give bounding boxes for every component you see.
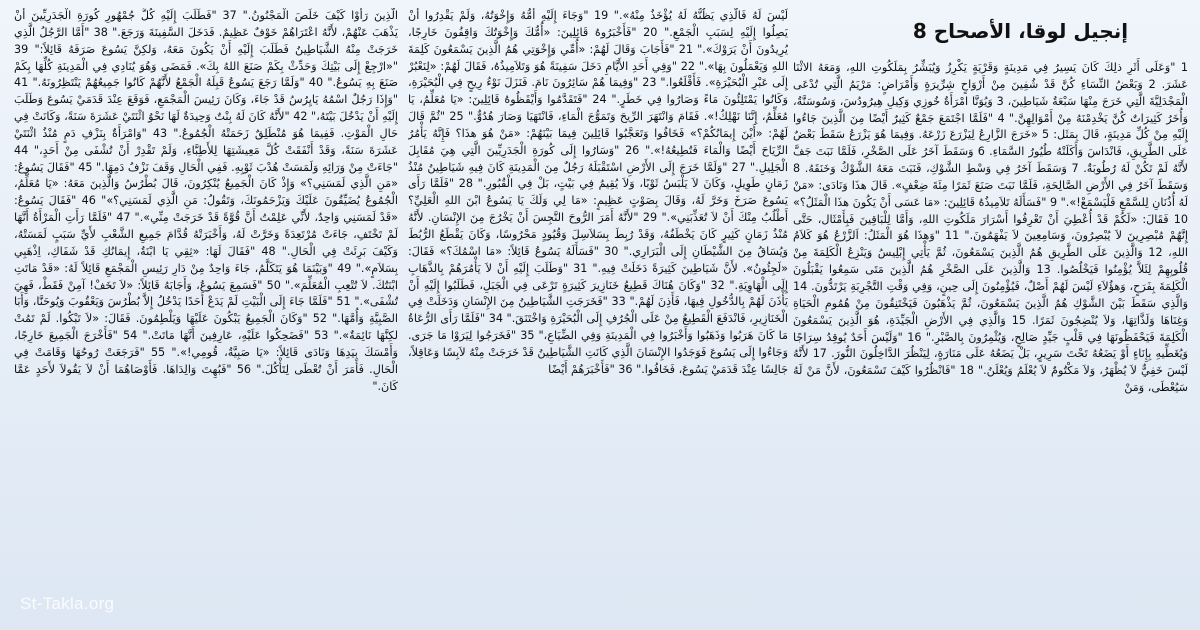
text-column-right xyxy=(793,8,1188,616)
page-title: إنجيل لوقا، الأصحاح 8 xyxy=(912,19,1129,43)
column-text: الَّذِينَ رَأَوْا كَيْفَ خَلَصَ الْمَجْنُونُ." 37 "فَطَلَبَ إِلَيْهِ كُلُّ جُمْهُورِ كُورَةِ الْجَدَرِيِّينَ أَنْ يَذْهَبَ عَنْهُمْ، لأَنَّهُ اعْتَرَاهُمْ خَوْفٌ عَظِيمٌ. فَدَخَلَ السَّفِينَةَ وَرَجَعَ." 38 "أَمَّا الرَّجُلُ الَّذِي خَرَجَتْ مِنْهُ الشَّيَاطِينُ فَطَلَبَ إِلَيْهِ أَنْ يَكُونَ مَعَهُ، وَلكِنَّ يَسُوعَ صَرَفَهُ قَائِلاً:" 39 "«ارْجِعْ إِلَى بَيْتِكَ وَحَدِّثْ بِكَمْ صَنَعَ اللهُ بِكَ». فَمَضَى وَهُوَ يُنَادِي فِي الْمَدِينَةِ كُلِّهَا بِكَمْ صَنَعَ بِهِ يَسُوعُ." 40 "وَلَمَّا رَجَعَ يَسُوعُ قَبِلَهُ الْجَمْعُ لأَنَّهُمْ كَانُوا جَمِيعُهُمْ يَنْتَظِرُونَهُ." 41 "وَإِذَا رَجُلٌ اسْمُهُ يَايِرُسُ قَدْ جَاءَ، وَكَانَ رَئِيسَ الْمَجْمَعِ، فَوَقَعَ عِنْدَ قَدَمَيْ يَسُوعَ وَطَلَبَ إِلَيْهِ أَنْ يَدْخُلَ بَيْتَهُ،" 42 "لأَنَّهُ كَانَ لَهُ بِنْتٌ وَحِيدَةٌ لَهَا نَحْوُ اثْنَتَيْ عَشَرَةَ سَنَةً، وَكَانَتْ فِي حَالِ الْمَوْتِ. فَفِيمَا هُوَ مُنْطَلِقٌ زَحَمَتْهُ الْجُمُوعُ." 43 "وَامْرَأَةٌ بِنَزْفِ دَمٍ مُنْذُ اثْنَتَيْ عَشَرَةَ سَنَةً، وَقَدْ أَنْفَقَتْ كُلَّ مَعِيشَتِهَا لِلأَطِبَّاءِ، وَلَمْ تَقْدِرْ أَنْ تُشْفَى مِنْ أَحَدٍ،" 44 "جَاءَتْ مِنْ وَرَائِهِ وَلَمَسَتْ هُدْبَ ثَوْبِهِ. فَفِي الْحَالِ وَقَفَ نَزْفُ دَمِهَا." 45 "فَقَالَ يَسُوعُ: «مَنِ الَّذِي لَمَسَنِي؟» وَإِذْ كَانَ الْجَمِيعُ يُنْكِرُونَ، قَالَ بُطْرُسُ وَالَّذِينَ مَعَهُ: «يَا مُعَلِّمُ، الْجُمُوعُ يُضَيِّقُونَ عَلَيْكَ وَيَزْحَمُونَكَ، وَتَقُولُ: مَنِ الَّذِي لَمَسَنِي؟»" 46 "فَقَالَ يَسُوعُ: «قَدْ لَمَسَنِي وَاحِدٌ، لأَنِّي عَلِمْتُ أَنَّ قُوَّةً قَدْ خَرَجَتْ مِنِّي»." 47 "فَلَمَّا رَأَتِ الْمَرْأَةُ أَنَّهَا لَمْ تَخْتَفِ، جَاءَتْ مُرْتَعِدَةً وَخَرَّتْ لَهُ، وَأَخْبَرَتْهُ قُدَّامَ جَمِيعِ الشَّعْبِ لأَيِّ سَبَبٍ لَمَسَتْهُ، وَكَيْفَ بَرِئَتْ فِي الْحَالِ." 48 "فَقَالَ لَهَا: «ثِقِي يَا ابْنَةُ، إِيمَانُكِ قَدْ شَفَاكِ، اِذْهَبِي بِسَلاَمٍ»." 49 "وَبَيْنَمَا هُوَ يَتَكَلَّمُ، جَاءَ وَاحِدٌ مِنْ دَارِ رَئِيسِ الْمَجْمَعِ قَائِلاً لَهُ: «قَدْ مَاتَتِ ابْنَتُكَ. لاَ تُتْعِبِ الْمُعَلِّمَ»." 50 "فَسَمِعَ يَسُوعُ، وَأَجَابَهُ قَائِلاً: «لاَ تَخَفْ! آمِنْ فَقَطْ، فَهِيَ تُشْفَى»." 51 "فَلَمَّا جَاءَ إِلَى الْبَيْتِ لَمْ يَدَعْ أَحَدًا يَدْخُلُ إِلاَّ بُطْرُسَ وَيَعْقُوبَ وَيُوحَنَّا، وَأَبَا الصَّبِيَّةِ وَأُمَّهَا." 52 "وَكَانَ الْجَمِيعُ يَبْكُونَ عَلَيْهَا وَيَلْطِمُونَ. فَقَالَ: «لاَ تَبْكُوا. لَمْ تَمُتْ لكِنَّهَا نَائِمَةٌ»." 53 "فَضَحِكُوا عَلَيْهِ، عَارِفِينَ أَنَّهَا مَاتَتْ." 54 "فَأَخْرَجَ الْجَمِيعَ خَارِجًا، وَأَمْسَكَ بِيَدِهَا وَنَادَى قَائِلاً: «يَا صَبِيَّةُ، قُومِي!»." 55 "فَرَجَعَتْ رُوحُهَا وَقَامَتْ فِي الْحَالِ. فَأَمَرَ أَنْ تُعْطَى لِتَأْكُلَ." 56 "فَبُهِتَ وَالِدَاهَا. فَأَوْصَاهُمَا أَنْ لاَ يَقُولاَ لأَحَدٍ عَمَّا كَانَ." xyxy=(14,9,398,393)
text-column-middle xyxy=(408,8,788,616)
watermark: St-Takla.org xyxy=(20,594,115,613)
text-column-left xyxy=(14,8,398,616)
column-text: لَيْسَ لَهُ فَالَّذِي يَظُنُّهُ لَهُ يُؤْخَذُ مِنْهُ»." 19 "وَجَاءَ إِلَيْهِ أُمُّهُ وَإِخْوَتُهُ، وَلَمْ يَقْدِرُوا أَنْ يَصِلُوا إِلَيْهِ لِسَبَبِ الْجَمْعِ." 20 "فَأَخْبَرُوهُ قَائِلِينَ: «أُمُّكَ وَإِخْوَتُكَ وَاقِفُونَ خَارِجًا، يُرِيدُونَ أَنْ يَرَوْكَ»." 21 "فَأَجَابَ وَقَالَ لَهُمْ: «أُمِّي وَإِخْوَتِي هُمُ الَّذِينَ يَسْمَعُونَ كَلِمَةَ اللهِ وَيَعْمَلُونَ بِهَا»." 22 "وَفِي أَحَدِ الأَيَّامِ دَخَلَ سَفِينَةً هُوَ وَتَلاَمِيذُهُ، فَقَالَ لَهُمْ: «لِنَعْبُرْ إِلَى عَبْرِ الْبُحَيْرَةِ». فَأَقْلَعُوا." 23 "وَفِيمَا هُمْ سَائِرُونَ نَامَ. فَنَزَلَ نَوْءُ رِيحٍ فِي الْبُحَيْرَةِ، وَكَانُوا يَمْتَلِئُونَ مَاءً وَصَارُوا فِي خَطَرٍ." 24 "فَتَقَدَّمُوا وَأَيْقَظُوهُ قَائِلِينَ: «يَا مُعَلِّمُ، يَا مُعَلِّمُ، إِنَّنَا نَهْلِكُ!». فَقَامَ وَانْتَهَرَ الرِّيحَ وَتَمَوُّجَ الْمَاءِ، فَانْتَهَيَا وَصَارَ هُدُوٌّ." 25 "ثُمَّ قَالَ لَهُمْ: «أَيْنَ إِيمَانُكُمْ؟» فَخَافُوا وَتَعَجَّبُوا قَائِلِينَ فِيمَا بَيْنَهُمْ: «مَنْ هُوَ هذَا؟ فَإِنَّهُ يَأْمُرُ الرِّيَاحَ أَيْضًا وَالْمَاءَ فَتُطِيعُهُ!»." 26 "وَسَارُوا إِلَى كُورَةِ الْجَدَرِيِّينَ الَّتِي هِيَ مُقَابِلَ الْجَلِيلِ." 27 "وَلَمَّا خَرَجَ إِلَى الأَرْضِ اسْتَقْبَلَهُ رَجُلٌ مِنَ الْمَدِينَةِ كَانَ فِيهِ شَيَاطِينُ مُنْذُ زَمَانٍ طَوِيلٍ، وَكَانَ لاَ يَلْبَسُ ثَوْبًا، وَلاَ يُقِيمُ فِي بَيْتٍ، بَلْ فِي الْقُبُورِ." 28 "فَلَمَّا رَأَى يَسُوعَ صَرَخَ وَخَرَّ لَهُ، وَقَالَ بِصَوْتٍ عَظِيمٍ: «مَا لِي وَلَكَ يَا يَسُوعُ ابْنَ اللهِ الْعَلِيِّ؟ أَطْلُبُ مِنْكَ أَنْ لاَ تُعَذِّبَنِي»." 29 "لأَنَّهُ أَمَرَ الرُّوحَ النَّجِسَ أَنْ يَخْرُجَ مِنَ الإِنْسَانِ. لأَنَّهُ مُنْذُ زَمَانٍ كَثِيرٍ كَانَ يَخْطَفُهُ، وَقَدْ رُبِطَ بِسَلاَسِلَ وَقُيُودٍ مَحْرُوسًا، وَكَانَ يَقْطَعُ الرُّبُطَ وَيُسَاقُ مِنَ الشَّيْطَانِ إِلَى الْبَرَارِي." 30 "فَسَأَلَهُ يَسُوعُ قَائِلاً: «مَا اسْمُكَ؟» فَقَالَ: «لَجِئُونُ». لأَنَّ شَيَاطِينَ كَثِيرَةً دَخَلَتْ فِيهِ." 31 "وَطَلَبَ إِلَيْهِ أَنْ لاَ يَأْمُرَهُمْ بِالذَّهَابِ إِلَى الْهَاوِيَةِ." 32 "وَكَانَ هُنَاكَ قَطِيعُ خَنَازِيرَ كَثِيرَةٍ تَرْعَى فِي الْجَبَلِ، فَطَلَبُوا إِلَيْهِ أَنْ يَأْذَنَ لَهُمْ بِالدُّخُولِ فِيهَا، فَأَذِنَ لَهُمْ." 33 "فَخَرَجَتِ الشَّيَاطِينُ مِنَ الإِنْسَانِ وَدَخَلَتْ فِي الْخَنَازِيرِ، فَانْدَفَعَ الْقَطِيعُ مِنْ عَلَى الْجُرُفِ إِلَى الْبُحَيْرَةِ وَاخْتَنَقَ." 34 "فَلَمَّا رَأَى الرُّعَاةُ مَا كَانَ هَرَبُوا وَذَهَبُوا وَأَخْبَرُوا فِي الْمَدِينَةِ وَفِي الضِّيَاعِ،" 35 "فَخَرَجُوا لِيَرَوْا مَا جَرَى. وَجَاءُوا إِلَى يَسُوعَ فَوَجَدُوا الإِنْسَانَ الَّذِي كَانَتِ الشَّيَاطِينُ قَدْ خَرَجَتْ مِنْهُ لاَبِسًا وَعَاقِلاً، جَالِسًا عِنْدَ قَدَمَيْ يَسُوعَ، فَخَافُوا." 36 "فَأَخْبَرَهُمْ أَيْضًا xyxy=(408,9,788,376)
column-text: 1 "وَعَلَى أَثَرِ ذلِكَ كَانَ يَسِيرُ فِي مَدِينَةٍ وَقَرْيَةٍ يَكْرِزُ وَيُبَشِّرُ بِمَلَكُوتِ اللهِ، وَمَعَهُ الاثْنَا عَشَرَ. 2 وَبَعْضُ النِّسَاءِ كُنَّ قَدْ شُفِينَ مِنْ أَرْوَاحٍ شِرِّيرَةٍ وَأَمْرَاضٍ: مَرْيَمُ الَّتِي تُدْعَى الْمَجْدَلِيَّةَ الَّتِي خَرَجَ مِنْهَا سَبْعَةُ شَيَاطِينَ، 3 وَيُوَنَّا امْرَأَةُ خُوزِي وَكِيلِ هِيرُودُسَ، وَسُوسَنَّةُ، وَأُخَرُ كَثِيرَاتٌ كُنَّ يَخْدِمْنَهُ مِنْ أَمْوَالِهِنَّ." 4 "فَلَمَّا اجْتَمَعَ جَمْعٌ كَثِيرٌ أَيْضًا مِنَ الَّذِينَ جَاءُوا إِلَيْهِ مِنْ كُلِّ مَدِينَةٍ، قَالَ بِمَثَل: 5 «خَرَجَ الزَّارِعُ لِيَزْرَعَ زَرْعَهُ. وَفِيمَا هُوَ يَزْرَعُ سَقَطَ بَعْضٌ عَلَى الطَّرِيقِ، فَانْدَاسَ وَأَكَلَتْهُ طُيُورُ السَّمَاءِ. 6 وَسَقَطَ آخَرُ عَلَى الصَّخْرِ، فَلَمَّا نَبَتَ جَفَّ لأَنَّهُ لَمْ تَكُنْ لَهُ رُطُوبَةٌ. 7 وَسَقَطَ آخَرُ فِي وَسْطِ الشَّوْكِ، فَنَبَتَ مَعَهُ الشَّوْكُ وَخَنَقَهُ. 8 وَسَقَطَ آخَرُ فِي الأَرْضِ الصَّالِحَةِ، فَلَمَّا نَبَتَ صَنَعَ ثَمَرًا مِئَةَ ضِعْفٍ». قَالَ هذَا وَنَادَى: «مَنْ لَهُ أُذُنَانِ لِلسَّمْعِ فَلْيَسْمَعْ!»." 9 "فَسَأَلَهُ تَلاَمِيذُهُ قَائِلِينَ: «مَا عَسَى أَنْ يَكُونَ هذَا الْمَثَلُ؟» 10 فَقَالَ: «لَكُمْ قَدْ أُعْطِيَ أَنْ تَعْرِفُوا أَسْرَارَ مَلَكُوتِ اللهِ، وَأَمَّا لِلْبَاقِينَ فَبِأَمْثَال، حَتَّى إِنَّهُمْ مُبْصِرِينَ لاَ يُبْصِرُونَ، وَسَامِعِينَ لاَ يَفْهَمُونَ." 11 "وَهذَا هُوَ الْمَثَلُ: اَلزَّرْعُ هُوَ كَلاَمُ اللهِ، 12 وَالَّذِينَ عَلَى الطَّرِيقِ هُمُ الَّذِينَ يَسْمَعُونَ، ثُمَّ يَأْتِي إِبْلِيسُ وَيَنْزِعُ الْكَلِمَةَ مِنْ قُلُوبِهِمْ لِئَلاَّ يُؤْمِنُوا فَيَخْلُصُوا. 13 وَالَّذِينَ عَلَى الصَّخْرِ هُمُ الَّذِينَ مَتَى سَمِعُوا يَقْبَلُونَ الْكَلِمَةَ بِفَرَحٍ، وَهؤُلاَءِ لَيْسَ لَهُمْ أَصْلٌ، فَيُؤْمِنُونَ إِلَى حِينٍ، وَفِي وَقْتِ التَّجْرِبَةِ يَرْتَدُّونَ. 14 وَالَّذِي سَقَطَ بَيْنَ الشَّوْكِ هُمُ الَّذِينَ يَسْمَعُونَ، ثُمَّ يَذْهَبُونَ فَيَخْتَنِقُونَ مِنْ هُمُومِ الْحَيَاةِ وَغِنَاهَا وَلَذَّاتِهَا، وَلاَ يُنْضِجُونَ ثَمَرًا. 15 وَالَّذِي فِي الأَرْضِ الْجَيِّدَةِ، هُوَ الَّذِينَ يَسْمَعُونَ الْكَلِمَةَ فَيَحْفَظُونَهَا فِي قَلْبٍ جَيِّدٍ صَالِحٍ، وَيُثْمِرُونَ بِالصَّبْرِ." 16 "وَلَيْسَ أَحَدٌ يُوقِدُ سِرَاجًا وَيُغَطِّيهِ بِإِنَاءٍ أَوْ يَضَعُهُ تَحْتَ سَرِيرٍ، بَلْ يَضَعُهُ عَلَى مَنَارَةٍ، لِيَنْظُرَ الدَّاخِلُونَ النُّورَ. 17 لأَنَّهُ لَيْسَ خَفِيٌّ لاَ يُظْهَرُ، وَلاَ مَكْتُومٌ لاَ يُعْلَمُ وَيُعْلَنُ." 18 "فَانْظُرُوا كَيْفَ تَسْمَعُونَ، لأَنَّ مَنْ لَهُ سَيُعْطَى، وَمَنْ xyxy=(793,61,1188,395)
